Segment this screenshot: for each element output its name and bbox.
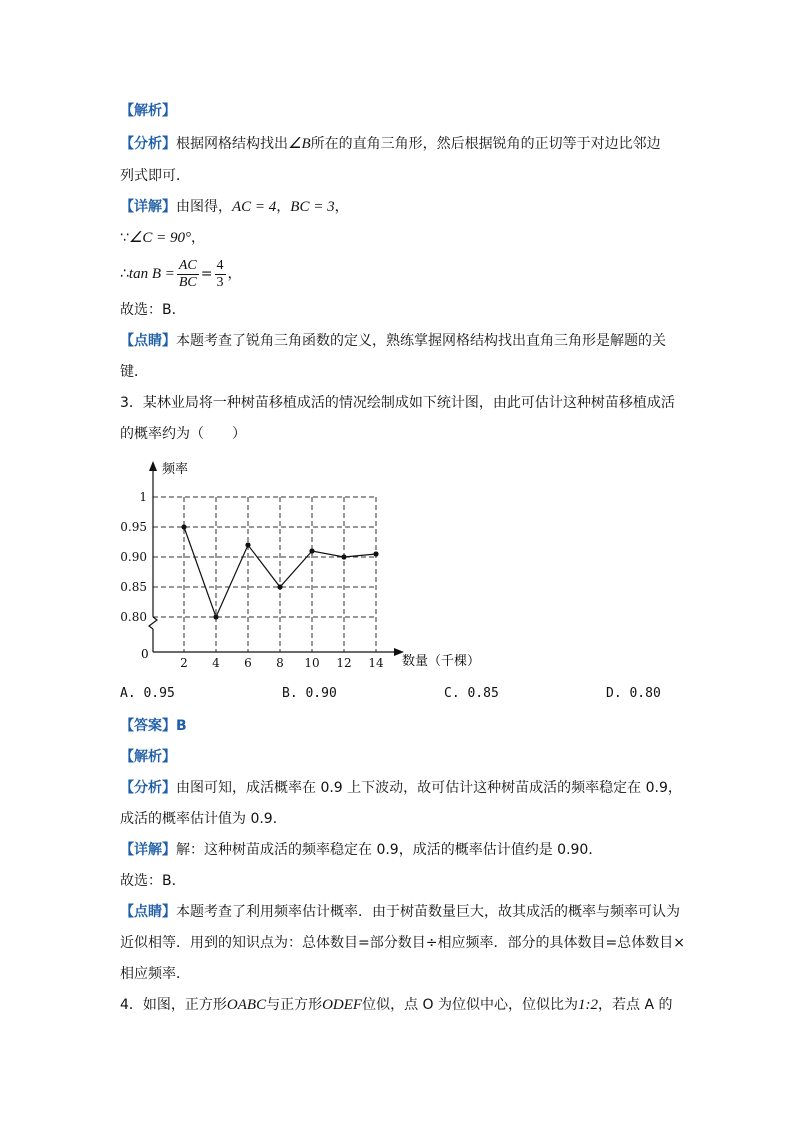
choose-line: 故选：B． bbox=[120, 302, 186, 318]
q4-text-a: 4．如图，正方形 bbox=[120, 997, 227, 1013]
origin-label: 0 bbox=[141, 647, 149, 661]
answer-heading: 【答案】B bbox=[120, 718, 187, 734]
xiangjie2-line bbox=[120, 840, 602, 860]
x-tick-label: 6 bbox=[244, 656, 252, 670]
y-tick-label: 0.90 bbox=[120, 550, 147, 564]
therefore-symbol: ∴ bbox=[120, 266, 129, 282]
data-point bbox=[277, 584, 282, 589]
fenxi-tag: 【分析】 bbox=[120, 136, 176, 152]
dianjing-line-2: 键． bbox=[120, 364, 148, 380]
data-point bbox=[341, 554, 346, 559]
comma: ， bbox=[227, 266, 242, 282]
fenxi2-text: 由图可知，成活概率在 0.9 上下波动，故可估计这种树苗成活的频率稳定在 0.9， bbox=[176, 780, 682, 796]
fraction-numerator: AC bbox=[178, 257, 197, 273]
dianjing2-line-3: 相应频率． bbox=[120, 966, 190, 982]
xiangjie-line bbox=[120, 197, 349, 217]
angle-c: ∠C = 90° bbox=[128, 230, 191, 246]
x-tick-label: 4 bbox=[212, 656, 220, 670]
fenxi-line-2: 列式即可． bbox=[120, 168, 190, 184]
dianjing-text: 本题考查了锐角三角函数的定义，熟练掌握网格结构找出直角三角形是解题的关 bbox=[176, 333, 666, 349]
x-tick-label: 14 bbox=[368, 656, 384, 670]
xiangjie-text: 由图得， bbox=[176, 199, 232, 215]
ratio: 1:2 bbox=[578, 997, 599, 1013]
fenxi2-line-1 bbox=[120, 778, 682, 798]
choose2-line: 故选：B． bbox=[120, 873, 186, 889]
tan-b: tan B = bbox=[128, 266, 175, 282]
x-tick-label: 12 bbox=[336, 656, 352, 670]
question3-stem-1: 3．某林业局将一种树苗移植成活的情况绘制成如下统计图，由此可估计这种树苗移植成活 bbox=[120, 395, 675, 411]
data-point bbox=[373, 551, 378, 556]
dianjing2-line-2: 近似相等．用到的知识点为：总体数目=部分数目÷相应频率．部分的具体数目=总体数目× bbox=[120, 935, 685, 951]
q4-text-b: 与正方形 bbox=[266, 997, 323, 1013]
dianjing-line-1 bbox=[120, 331, 666, 351]
xiangjie-tag: 【详解】 bbox=[120, 842, 176, 858]
fenxi2-line-2: 成活的概率估计值为 0.9． bbox=[120, 811, 287, 827]
y-tick-label: 0.80 bbox=[120, 610, 147, 624]
question4-stem bbox=[120, 995, 673, 1015]
option-a: A. 0.95 bbox=[120, 686, 175, 701]
frequency-line-chart bbox=[120, 455, 480, 670]
chart-grid bbox=[153, 497, 376, 652]
comma: ， bbox=[191, 230, 205, 246]
dianjing2-line-1 bbox=[120, 902, 680, 922]
xiangjie-tag: 【详解】 bbox=[120, 199, 176, 215]
fenxi-line-1 bbox=[120, 134, 661, 154]
bc-value: BC = 3 bbox=[290, 199, 335, 215]
q4-text-c: 位似，点 O 为位似中心，位似比为 bbox=[362, 997, 579, 1013]
y-axis-break bbox=[149, 617, 157, 629]
option-d: D. 0.80 bbox=[606, 686, 661, 701]
y-tick-label: 0.85 bbox=[120, 580, 147, 594]
comma: ， bbox=[276, 199, 291, 215]
fraction-denominator: BC bbox=[178, 274, 197, 290]
xiangjie2-text: 解：这种树苗成活的频率稳定在 0.9，成活的概率估计值约是 0.90． bbox=[176, 842, 603, 858]
q4-text-d: ，若点 A 的 bbox=[598, 997, 673, 1013]
option-c: C. 0.85 bbox=[444, 686, 499, 701]
fraction-ac-bc bbox=[177, 258, 199, 291]
dianjing-tag: 【点睛】 bbox=[120, 333, 176, 349]
fraction-numerator: 4 bbox=[216, 257, 224, 273]
data-point bbox=[213, 614, 218, 619]
y-axis-arrow bbox=[149, 461, 157, 471]
square-odef: ODEF bbox=[322, 997, 363, 1013]
data-point bbox=[309, 548, 314, 553]
comma: ， bbox=[334, 199, 349, 215]
data-point bbox=[181, 524, 186, 529]
dianjing-tag: 【点睛】 bbox=[120, 904, 176, 920]
data-point bbox=[245, 542, 250, 547]
y-tick-label: 1 bbox=[139, 490, 147, 504]
x-tick-label: 2 bbox=[180, 656, 188, 670]
dianjing2-text: 本题考查了利用频率估计概率．由于树苗数量巨大，故其成活的概率与频率可认为 bbox=[176, 904, 680, 920]
fenxi-tag: 【分析】 bbox=[120, 780, 176, 796]
equals: = bbox=[200, 266, 213, 282]
jiexi-heading-2: 【解析】 bbox=[120, 749, 176, 765]
because-line bbox=[120, 228, 205, 248]
fraction-denominator: 3 bbox=[216, 274, 224, 290]
question3-stem-2: 的概率约为（ ） bbox=[120, 426, 246, 442]
option-b: B. 0.90 bbox=[282, 686, 337, 701]
x-axis-label: 数量（千棵） bbox=[402, 654, 480, 669]
angle-b: ∠B bbox=[288, 136, 311, 152]
jiexi-heading: 【解析】 bbox=[120, 103, 176, 119]
ac-value: AC = 4 bbox=[232, 199, 277, 215]
fenxi-text-a: 根据网格结构找出 bbox=[176, 136, 288, 152]
therefore-line bbox=[120, 256, 242, 292]
x-tick-label: 8 bbox=[276, 656, 284, 670]
chart-axes bbox=[149, 461, 404, 656]
because-symbol: ∵ bbox=[120, 230, 129, 246]
square-oabc: OABC bbox=[226, 997, 267, 1013]
y-axis-label: 频率 bbox=[162, 462, 189, 477]
y-tick-label: 0.95 bbox=[120, 520, 147, 534]
fenxi-text-b: 所在的直角三角形，然后根据锐角的正切等于对边比邻边 bbox=[310, 136, 661, 152]
fraction-4-3 bbox=[215, 258, 226, 291]
x-tick-label: 10 bbox=[304, 656, 320, 670]
